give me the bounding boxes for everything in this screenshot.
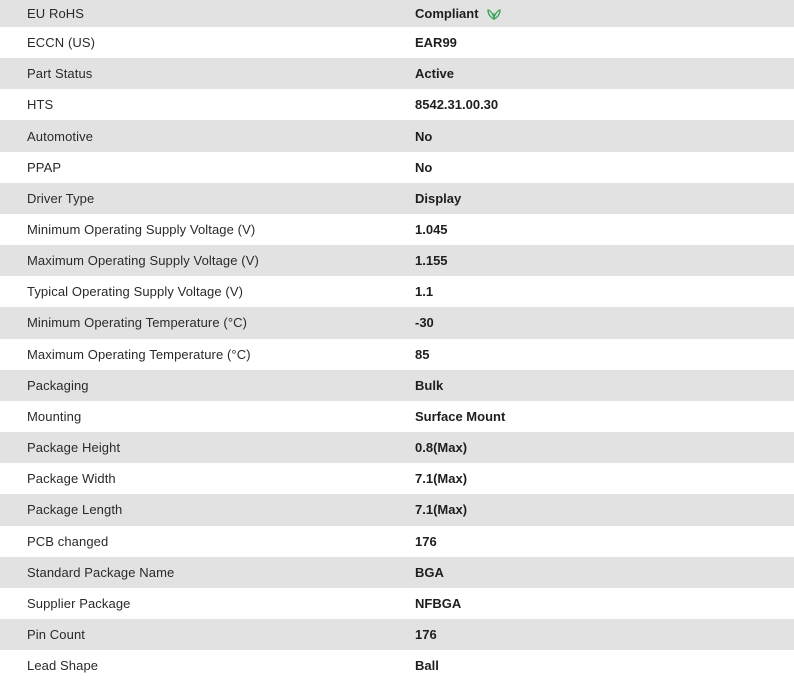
spec-label: Packaging (27, 377, 89, 393)
spec-label: Driver Type (27, 190, 95, 206)
spec-value: 7.1(Max) (415, 502, 468, 518)
spec-value: Bulk (415, 377, 444, 393)
spec-row-ppap (0, 152, 794, 183)
spec-label: Automotive (27, 128, 94, 144)
spec-row-driver-type (0, 183, 794, 214)
spec-value: 176 (415, 627, 437, 643)
spec-label: Minimum Operating Supply Voltage (V) (27, 222, 256, 238)
spec-value: NFBGA (415, 595, 462, 611)
spec-value: Ball (415, 658, 439, 674)
spec-value: No (415, 159, 433, 175)
spec-label: Typical Operating Supply Voltage (V) (27, 284, 244, 300)
spec-label: Mounting (27, 408, 82, 424)
spec-row-min-temperature (0, 307, 794, 338)
spec-label: Minimum Operating Temperature (°C) (27, 315, 248, 331)
spec-label: Package Width (27, 471, 116, 487)
spec-label: Lead Shape (27, 658, 99, 674)
spec-value: 8542.31.00.30 (415, 97, 499, 113)
spec-row-lead-shape (0, 650, 794, 680)
spec-label: HTS (27, 97, 54, 113)
spec-row-min-supply-voltage (0, 214, 794, 245)
spec-label: Supplier Package (27, 595, 131, 611)
spec-label: EU RoHS (27, 6, 85, 21)
spec-label: Maximum Operating Temperature (°C) (27, 346, 251, 362)
spec-row-pcb-changed (0, 526, 794, 557)
spec-value: 85 (415, 346, 430, 362)
spec-row-eu-rohs (0, 0, 794, 27)
spec-row-part-status (0, 58, 794, 89)
spec-row-package-height (0, 432, 794, 463)
spec-value: Active (415, 66, 455, 82)
spec-row-mounting (0, 401, 794, 432)
spec-label: Part Status (27, 66, 93, 82)
spec-value: Surface Mount (415, 408, 506, 424)
spec-label: ECCN (US) (27, 35, 96, 51)
spec-value: Display (415, 190, 462, 206)
spec-row-eccn (0, 27, 794, 58)
spec-row-max-supply-voltage (0, 245, 794, 276)
spec-value: EAR99 (415, 35, 457, 51)
leaf-icon (487, 8, 501, 20)
spec-value: BGA (415, 564, 444, 580)
spec-label: Package Length (27, 502, 123, 518)
spec-value: 176 (415, 533, 437, 549)
spec-value: 0.8(Max) (415, 440, 468, 456)
spec-value: 1.045 (415, 222, 448, 238)
spec-value: Compliant (415, 6, 479, 21)
spec-label: Maximum Operating Supply Voltage (V) (27, 253, 259, 269)
spec-row-typical-supply-voltage (0, 276, 794, 307)
spec-row-package-width (0, 463, 794, 494)
spec-value: -30 (415, 315, 434, 331)
spec-label: Pin Count (27, 627, 85, 643)
spec-row-max-temperature (0, 339, 794, 370)
spec-value: No (415, 128, 433, 144)
spec-label: PCB changed (27, 533, 109, 549)
spec-row-package-length (0, 494, 794, 525)
spec-value-cell (415, 0, 794, 27)
spec-value: 1.1 (415, 284, 434, 300)
spec-row-standard-package-name (0, 557, 794, 588)
spec-row-pin-count (0, 619, 794, 650)
spec-row-packaging (0, 370, 794, 401)
spec-label: Standard Package Name (27, 564, 175, 580)
spec-value: 1.155 (415, 253, 448, 269)
spec-label: Package Height (27, 440, 121, 456)
spec-row-hts (0, 89, 794, 120)
spec-row-automotive (0, 120, 794, 151)
spec-label: PPAP (27, 159, 62, 175)
spec-value: 7.1(Max) (415, 471, 468, 487)
spec-row-supplier-package (0, 588, 794, 619)
